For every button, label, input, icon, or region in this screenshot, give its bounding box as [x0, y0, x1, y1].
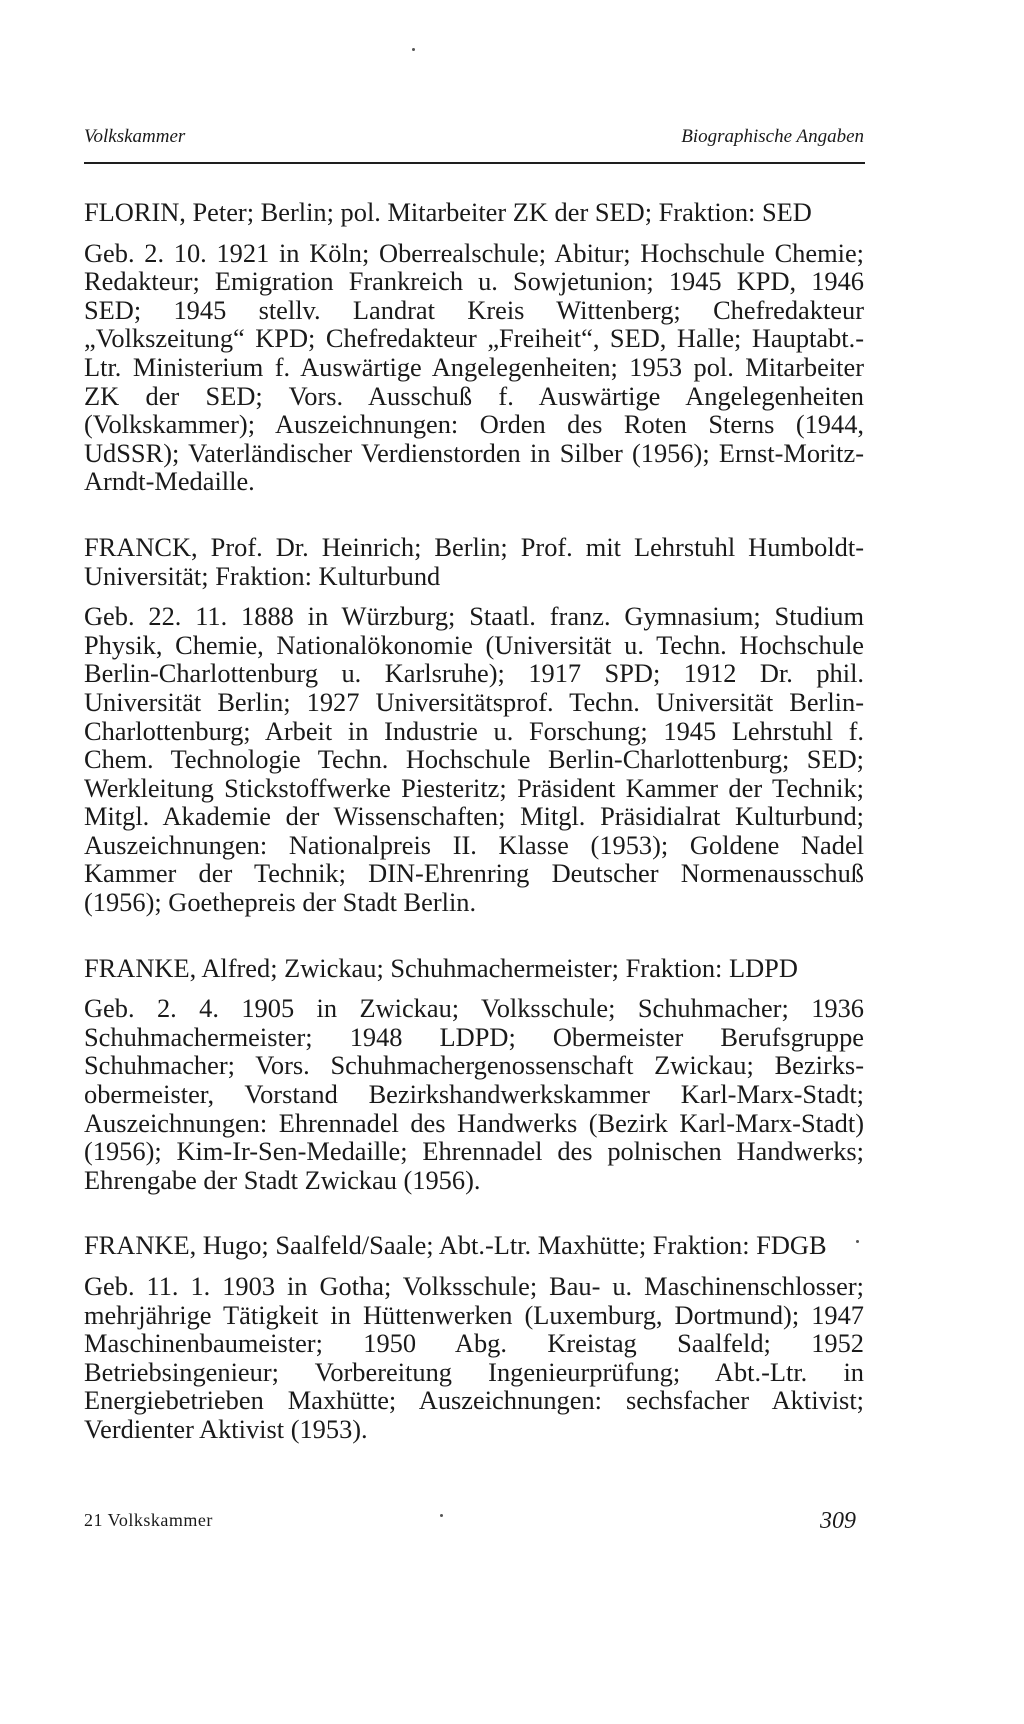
scan-speck [412, 48, 415, 51]
entry-franke-hugo [84, 1231, 864, 1443]
entry-heading: FRANKE, Alfred; Zwickau; Schuhmachermeister; Fraktion: LDPD [84, 952, 798, 983]
running-header [84, 126, 864, 160]
entry-biography: Geb. 2. 4. 1905 in Zwickau; Volksschule; Schuhmacher; 1936 Schuhmachermeister; 1948 LDPD; Obermeister Berufsgruppe Schuhmacher; Vors. Schuhmachergenossenschaft Zwickau; Bezirksobermeister, Vorstand Bezirkshandwerkskammer Karl-Marx-Stadt; Auszeichnungen: Ehrennadel des Handwerks (Bezirk Karl-Marx-Stadt) (1956); Kim-Ir-Sen-Medaille; Ehrennadel des polnischen Handwerks; Ehrengabe der Stadt Zwickau (1956). [84, 993, 864, 1195]
entry-heading: FRANCK, Prof. Dr. Heinrich; Berlin; Prof. mit Lehrstuhl Humboldt-Universität; Fraktion: Kulturbund [84, 531, 864, 591]
entry-heading: FRANKE, Hugo; Saalfeld/Saale; Abt.-Ltr. Maxhütte; Fraktion: FDGB [84, 1230, 827, 1261]
page-footer [84, 1502, 864, 1532]
entry-biography: Geb. 2. 10. 1921 in Köln; Oberrealschule; Abitur; Hochschule Chemie; Redakteur; Emigration Frankreich u. Sowjetunion; 1945 KPD, 1946 SED; 1945 stellv. Landrat Kreis Wittenberg; Chefredakteur „Volkszeitung“ KPD; Chefredakteur „Freiheit“, SED, Halle; Hauptabt.-Ltr. Ministerium f. Auswärtige Angelegenheiten; 1953 pol. Mitarbeiter ZK der SED; Vors. Ausschuß f. Auswärtige Angelegenheiten (Volkskammer); Auszeichnungen: Orden des Roten Sterns (1944, UdSSR); Vaterländischer Verdienstorden in Silber (1956); Ernst-Moritz-Arndt-Medaille. [84, 237, 864, 497]
entry-franke-alfred [84, 954, 864, 1195]
scan-speck [440, 1514, 443, 1517]
entry-franck [84, 533, 864, 917]
scan-speck [856, 1240, 859, 1243]
header-right-title: Biographische Angaben [681, 126, 864, 147]
biography-entries [84, 198, 864, 1481]
entry-heading: FLORIN, Peter; Berlin; pol. Mitarbeiter ZK der SED; Fraktion: SED [84, 197, 812, 227]
entry-biography: Geb. 22. 11. 1888 in Würzburg; Staatl. franz. Gymnasium; Studium Physik, Chemie, Nationalökonomie (Universität u. Techn. Hochschule Berlin-Charlottenburg u. Karlsruhe); 1917 SPD; 1912 Dr. phil. Universität Berlin; 1927 Universitätsprof. Techn. Universität Berlin-Charlottenburg; Arbeit in Industrie u. Forschung; 1945 Lehrstuhl f. Chem. Technologie Techn. Hochschule Berlin-Charlottenburg; SED; Werkleitung Stickstoffwerke Piesteritz; Präsident Kammer der Technik; Mitgl. Akademie der Wissenschaften; Mitgl. Präsidialrat Kulturbund; Auszeichnungen: Nationalpreis II. Klasse (1953); Goldene Nadel Kammer der Technik; DIN-Ehrenring Deutscher Normenausschuß (1956); Goethepreis der Stadt Berlin. [84, 601, 864, 918]
printer-signature: 21 Volkskammer [84, 1510, 213, 1530]
header-rule [84, 162, 865, 164]
entry-biography: Geb. 11. 1. 1903 in Gotha; Volksschule; Bau- u. Maschinenschlosser; mehrjährige Tätigkeit in Hüttenwerken (Luxemburg, Dortmund); 1947 Maschinenbaumeister; 1950 Abg. Kreistag Saalfeld; 1952 Betriebsingenieur; Vorbereitung Ingenieurprüfung; Abt.-Ltr. in Energiebetrieben Maxhütte; Auszeichnungen: sechsfacher Aktivist; Verdienter Aktivist (1953). [84, 1271, 864, 1444]
page-number: 309 [820, 1508, 856, 1534]
header-left-title: Volkskammer [84, 126, 186, 147]
entry-florin [84, 198, 864, 496]
